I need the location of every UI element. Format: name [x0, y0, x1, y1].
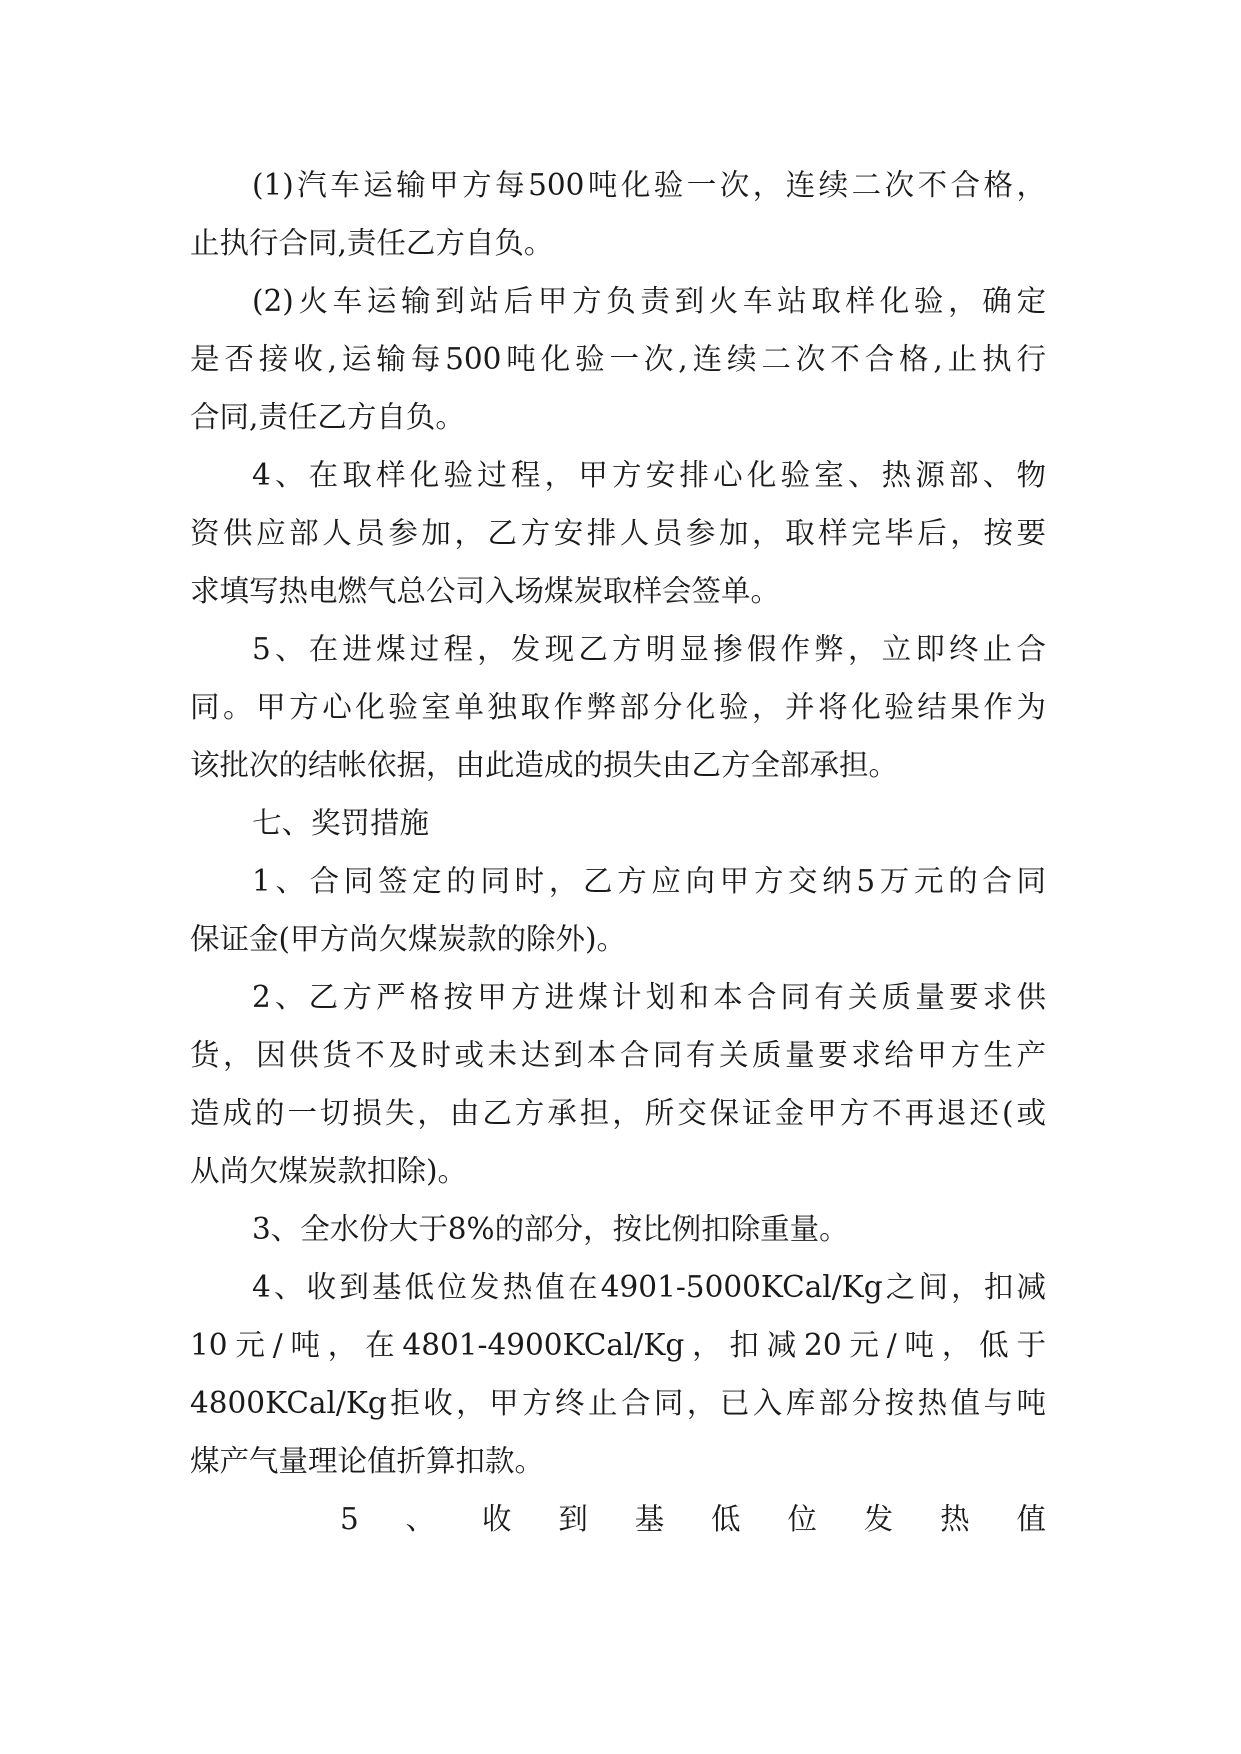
paragraph-line: 保证金(甲方尚欠煤炭款的除外)。 — [190, 922, 627, 956]
paragraph-line: 资供应部人员参加，乙方安排人员参加，取样完毕后，按要 — [190, 516, 1046, 550]
paragraph-line: 该批次的结帐依据，由此造成的损失由乙方全部承担。 — [190, 748, 899, 782]
paragraph-line: 1、合同签定的同时，乙方应向甲方交纳5万元的合同 — [252, 864, 1046, 898]
paragraph-line: 从尚欠煤炭款扣除)。 — [190, 1154, 468, 1188]
paragraph-line: 求填写热电燃气总公司入场煤炭取样会签单。 — [190, 574, 781, 608]
paragraph-line: 10元/吨，在4801-4900KCal/Kg，扣减20元/吨，低于 — [190, 1328, 1046, 1362]
paragraph-line: 货，因供货不及时或未达到本合同有关质量要求给甲方生产 — [190, 1038, 1046, 1072]
paragraph-line: 4800KCal/Kg拒收，甲方终止合同，已入库部分按热值与吨 — [190, 1386, 1046, 1420]
paragraph-line: 造成的一切损失，由乙方承担，所交保证金甲方不再退还(或 — [190, 1096, 1046, 1130]
paragraph-line: 止执行合同,责任乙方自负。 — [190, 226, 554, 260]
paragraph-line: 5、收到基低位发热值 — [340, 1502, 1046, 1536]
paragraph-line: 煤产气量理论值折算扣款。 — [190, 1444, 545, 1478]
paragraph-line: 3、全水份大于8%的部分，按比例扣除重量。 — [252, 1212, 849, 1246]
section-heading: 七、奖罚措施 — [252, 806, 430, 840]
paragraph-line: 是否接收,运输每500吨化验一次,连续二次不合格,止执行 — [190, 342, 1046, 376]
paragraph-line: 同。甲方心化验室单独取作弊部分化验，并将化验结果作为 — [190, 690, 1046, 724]
paragraph-line: (1)汽车运输甲方每500吨化验一次，连续二次不合格， — [252, 168, 1046, 202]
paragraph-line: 合同,责任乙方自负。 — [190, 400, 465, 434]
paragraph-line: 4、在取样化验过程，甲方安排心化验室、热源部、物 — [252, 458, 1046, 492]
paragraph-line: 4、收到基低位发热值在4901-5000KCal/Kg之间，扣减 — [252, 1270, 1046, 1304]
paragraph-line: (2)火车运输到站后甲方负责到火车站取样化验，确定 — [252, 284, 1046, 318]
paragraph-line: 5、在进煤过程，发现乙方明显掺假作弊，立即终止合 — [252, 632, 1046, 666]
paragraph-line: 2、乙方严格按甲方进煤计划和本合同有关质量要求供 — [252, 980, 1046, 1014]
